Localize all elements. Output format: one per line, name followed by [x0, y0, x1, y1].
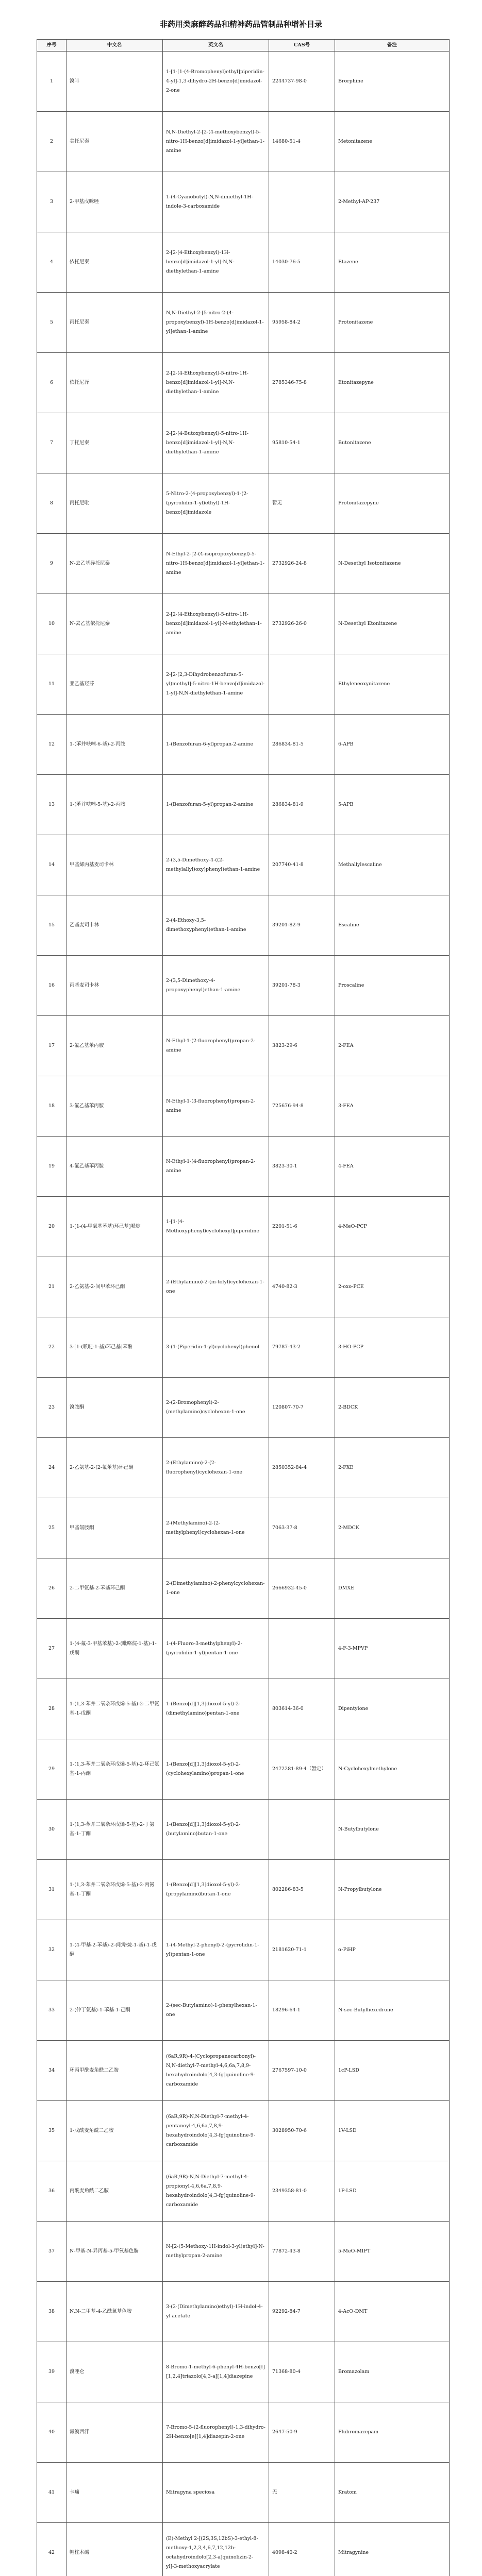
cell-cn: N-去乙基异托尼秦	[67, 534, 163, 594]
cell-en: 2-(Ethylamino)-2-(m-tolyl)cyclohexan-1-one	[163, 1257, 269, 1317]
cell-en: 7-Bromo-5-(2-fluorophenyl)-1,3-dihydro-2H-benzo[e][1,4]diazepin-2-one	[163, 2402, 269, 2463]
cell-cas: 2732926-26-0	[269, 594, 335, 654]
cell-no: 25	[37, 1498, 67, 1558]
table-row	[37, 775, 450, 835]
cell-cn: 2-甲基戊咪唑	[67, 172, 163, 232]
cell-cn: 丙基麦司卡林	[67, 956, 163, 1016]
cell-cn: 美托尼秦	[67, 112, 163, 172]
cell-cn: 乙基麦司卡林	[67, 895, 163, 956]
cell-cas: 207740-41-8	[269, 835, 335, 895]
table-row	[37, 1558, 450, 1619]
table-row	[37, 1920, 450, 1980]
cell-no: 23	[37, 1378, 67, 1438]
cell-no: 35	[37, 2101, 67, 2161]
cell-no: 37	[37, 2222, 67, 2282]
cell-cn: 溴胺酮	[67, 1378, 163, 1438]
table-row	[37, 654, 450, 715]
table-row	[37, 112, 450, 172]
cell-note: 4-MeO-PCP	[335, 1197, 450, 1257]
table-row	[37, 1076, 450, 1137]
table-row	[37, 2402, 450, 2463]
cell-cas: 725676-94-8	[269, 1076, 335, 1137]
cell-cn: 环丙甲酰麦角酰二乙胺	[67, 2041, 163, 2101]
table-row	[37, 835, 450, 895]
cell-no: 24	[37, 1438, 67, 1498]
cell-no: 28	[37, 1679, 67, 1739]
table-row	[37, 1438, 450, 1498]
cell-cas: 95958-84-2	[269, 293, 335, 353]
table-row	[37, 2222, 450, 2282]
table-row	[37, 2101, 450, 2161]
cell-cn: 亚乙基羟芬	[67, 654, 163, 715]
cell-no: 27	[37, 1619, 67, 1679]
cell-cas: 803614-36-0	[269, 1679, 335, 1739]
cell-en: (6aR,9R)-4-(Cyclopropanecarbonyl)-N,N-diethyl-7-methyl-4,6,6a,7,8,9-hexahydroindolo[4,3-fg]quinoline-9-carboxamide	[163, 2041, 269, 2101]
table-row	[37, 2041, 450, 2101]
cell-no: 40	[37, 2402, 67, 2463]
cell-note: 2-BDCK	[335, 1378, 450, 1438]
table-row	[37, 1257, 450, 1317]
cell-no: 19	[37, 1137, 67, 1197]
table-row	[37, 1016, 450, 1076]
table-body	[37, 52, 450, 2576]
cell-en: 1-(Benzo[d][1,3]dioxol-5-yl)-2-(butylamino)butan-1-one	[163, 1800, 269, 1860]
cell-cn: N-甲基-N-异丙基-5-甲氧基色胺	[67, 2222, 163, 2282]
cell-cn: 溴唑仑	[67, 2342, 163, 2402]
table-row	[37, 1317, 450, 1378]
cell-no: 26	[37, 1558, 67, 1619]
cell-no: 34	[37, 2041, 67, 2101]
cell-en: 3-(2-(Dimethylamino)ethyl)-1H-indol-4-yl acetate	[163, 2282, 269, 2342]
cell-cas: 2647-50-9	[269, 2402, 335, 2463]
cell-cn: N,N-二甲基-4-乙酰氧基色胺	[67, 2282, 163, 2342]
cell-note: N-Desethyl Isotonitazene	[335, 534, 450, 594]
cell-note: 2-FXE	[335, 1438, 450, 1498]
cell-note: Etazene	[335, 232, 450, 293]
cell-no: 33	[37, 1980, 67, 2041]
cell-no: 31	[37, 1860, 67, 1920]
cell-no: 21	[37, 1257, 67, 1317]
cell-cas: 2767597-10-0	[269, 2041, 335, 2101]
cell-note: 4-AcO-DMT	[335, 2282, 450, 2342]
cell-cas: 2850352-84-4	[269, 1438, 335, 1498]
cell-cas: 2349358-81-0	[269, 2161, 335, 2222]
cell-cas: 95810-54-1	[269, 413, 335, 473]
cell-note: Protonitazepyne	[335, 473, 450, 534]
cell-note: 6-APB	[335, 715, 450, 775]
cell-en: 2-(4-Ethoxy-3,5-dimethoxyphenyl)ethan-1-amine	[163, 895, 269, 956]
cell-en: N-Ethyl-1-(2-fluorophenyl)propan-2-amine	[163, 1016, 269, 1076]
cell-no: 29	[37, 1739, 67, 1800]
cell-en: N,N-Diethyl-2-[2-(4-methoxybenzyl)-5-nitro-1H-benzo[d]imidazol-1-yl]ethan-1-amine	[163, 112, 269, 172]
cell-cas: 2201-51-6	[269, 1197, 335, 1257]
cell-en: 1-(Benzo[d][1,3]dioxol-5-yl)-2-(propylamino)butan-1-one	[163, 1860, 269, 1920]
cell-note: 4-F-3-MPVP	[335, 1619, 450, 1679]
cell-cas: 286834-81-5	[269, 715, 335, 775]
cell-cas: 120807-70-7	[269, 1378, 335, 1438]
cell-no: 10	[37, 594, 67, 654]
cell-cn: 2-乙氨基-2-间甲苯环己酮	[67, 1257, 163, 1317]
document-title: 非药用类麻醉药品和精神药品管制品种增补目录	[159, 20, 322, 29]
cell-note: Metonitazene	[335, 112, 450, 172]
cell-cn: 1-(苯并呋喃-6-基)-2-丙胺	[67, 715, 163, 775]
table-row	[37, 1619, 450, 1679]
cell-no: 42	[37, 2523, 67, 2576]
cell-cas: 802286-83-5	[269, 1860, 335, 1920]
cell-note: N-Butylbutylone	[335, 1800, 450, 1860]
cell-cas: 286834-81-9	[269, 775, 335, 835]
cell-cas: 39201-78-3	[269, 956, 335, 1016]
cell-cn: 卡痛	[67, 2463, 163, 2523]
cell-en: 2-(Dimethylamino)-2-phenylcyclohexan-1-one	[163, 1558, 269, 1619]
cell-cas	[269, 1619, 335, 1679]
cell-en: 2-(Ethylamino)-2-(2-fluorophenyl)cyclohexan-1-one	[163, 1438, 269, 1498]
cell-en: 2-(3,5-Dimethoxy-4-propoxyphenyl)ethan-1-amine	[163, 956, 269, 1016]
cell-en: N-[2-(5-Methoxy-1H-indol-3-yl)ethyl]-N-methylpropan-2-amine	[163, 2222, 269, 2282]
cell-cn: 2-乙氨基-2-(2-氟苯基)环己酮	[67, 1438, 163, 1498]
cell-cn: 帽柱木碱	[67, 2523, 163, 2576]
cell-cas: 暂无	[269, 473, 335, 534]
table-row	[37, 1498, 450, 1558]
cell-cn: 甲基氯胺酮	[67, 1498, 163, 1558]
cell-en: Mitragyna speciosa	[163, 2463, 269, 2523]
cell-en: 3-(1-(Piperidin-1-yl)cyclohexyl)phenol	[163, 1317, 269, 1378]
cell-en: 1-[1-[1-(4-Bromophenyl)ethyl]piperidin-4-yl]-1,3-dihydro-2H-benzo[d]imidazol-2-one	[163, 52, 269, 112]
cell-en: (6aR,9R)-N,N-Diethyl-7-methyl-4-pentanoyl-4,6,6a,7,8,9-hexahydroindolo[4,3-fg]quinoline-9-carboxamide	[163, 2101, 269, 2161]
cell-no: 1	[37, 52, 67, 112]
cell-cas: 无	[269, 2463, 335, 2523]
cell-no: 14	[37, 835, 67, 895]
cell-cas: 79787-43-2	[269, 1317, 335, 1378]
cell-no: 12	[37, 715, 67, 775]
cell-cn: 丙托尼吡	[67, 473, 163, 534]
cell-en: 2-[2-(4-Butoxybenzyl)-5-nitro-1H-benzo[d]imidazol-1-yl]-N,N-diethylethan-1-amine	[163, 413, 269, 473]
table-header-row	[37, 40, 450, 52]
cell-cn: 丙酰麦角酰二乙胺	[67, 2161, 163, 2222]
cell-en: 2-(2-Bromophenyl)-2-(methylamino)cyclohexan-1-one	[163, 1378, 269, 1438]
table-row	[37, 353, 450, 413]
cell-no: 36	[37, 2161, 67, 2222]
cell-cn: 依托尼泽	[67, 353, 163, 413]
cell-en: N-Ethyl-2-[2-(4-isopropoxybenzyl)-5-nitro-1H-benzo[d]imidazol-1-yl]ethan-1-amine	[163, 534, 269, 594]
cell-en: 1-(4-Fluoro-3-methylphenyl)-2-(pyrrolidin-1-yl)pentan-1-one	[163, 1619, 269, 1679]
cell-cas: 18296-64-1	[269, 1980, 335, 2041]
cell-note: N-Cyclohexylmethylone	[335, 1739, 450, 1800]
table-row	[37, 172, 450, 232]
table-row	[37, 1860, 450, 1920]
cell-cn: 2-二甲氨基-2-苯基环己酮	[67, 1558, 163, 1619]
cell-note: Kratom	[335, 2463, 450, 2523]
table-row	[37, 413, 450, 473]
cell-cn: 1-(4-甲基-2-苯基)-2-(吡咯烷-1-基)-1-戊酮	[67, 1920, 163, 1980]
cell-note: Ethyleneoxynitazene	[335, 654, 450, 715]
table-row	[37, 2161, 450, 2222]
header-note: 备注	[335, 40, 450, 52]
table-row	[37, 1378, 450, 1438]
cell-en: 2-(sec-Butylamino)-1-phenylhexan-1-one	[163, 1980, 269, 2041]
cell-en: 1-[1-(4-Methoxyphenyl)cyclohexyl]piperidine	[163, 1197, 269, 1257]
cell-no: 20	[37, 1197, 67, 1257]
table-row	[37, 2463, 450, 2523]
cell-cas: 3028950-70-6	[269, 2101, 335, 2161]
cell-cas: 2732926-24-8	[269, 534, 335, 594]
cell-cn: 1-(1,3-苯并二氧杂环戊烯-5-基)-2-丁氨基-1-丁酮	[67, 1800, 163, 1860]
table-row	[37, 594, 450, 654]
cell-cn: 1-(1,3-苯并二氧杂环戊烯-5-基)-2-环己氨基-1-丙酮	[67, 1739, 163, 1800]
cell-no: 11	[37, 654, 67, 715]
header-cas: CAS号	[269, 40, 335, 52]
table-row	[37, 1197, 450, 1257]
table-row	[37, 2523, 450, 2576]
cell-en: 5-Nitro-2-(4-propoxybenzyl)-1-(2-(pyrrolidin-1-yl)ethyl)-1H-benzo[d]imidazole	[163, 473, 269, 534]
table-row	[37, 895, 450, 956]
cell-cas: 2666932-45-0	[269, 1558, 335, 1619]
cell-note: 2-oxo-PCE	[335, 1257, 450, 1317]
table-row	[37, 473, 450, 534]
cell-cn: 4-氟乙基苯丙胺	[67, 1137, 163, 1197]
header-cn: 中文名	[67, 40, 163, 52]
cell-cas: 2244737-98-0	[269, 52, 335, 112]
cell-no: 41	[37, 2463, 67, 2523]
cell-note: Protonitazene	[335, 293, 450, 353]
cell-cas: 14680-51-4	[269, 112, 335, 172]
cell-en: 8-Bromo-1-methyl-6-phenyl-4H-benzo[f][1,2,4]triazolo[4,3-a][1,4]diazepine	[163, 2342, 269, 2402]
cell-note: N-Desethyl Etonitazene	[335, 594, 450, 654]
cell-en: 2-(Methylamino)-2-(2-methylphenyl)cyclohexan-1-one	[163, 1498, 269, 1558]
table-row	[37, 232, 450, 293]
cell-note: 5-APB	[335, 775, 450, 835]
cell-note: Bromazolam	[335, 2342, 450, 2402]
cell-note: Brorphine	[335, 52, 450, 112]
cell-cn: 2-(仲丁氨基)-1-苯基-1-己酮	[67, 1980, 163, 2041]
cell-no: 32	[37, 1920, 67, 1980]
cell-cn: 依托尼秦	[67, 232, 163, 293]
cell-no: 2	[37, 112, 67, 172]
cell-no: 30	[37, 1800, 67, 1860]
substance-table	[37, 39, 450, 2576]
cell-en: 1-(Benzo[d][1,3]dioxol-5-yl)-2-(dimethylamino)pentan-1-one	[163, 1679, 269, 1739]
header-no: 序号	[37, 40, 67, 52]
cell-cas	[269, 654, 335, 715]
cell-note: α-PiHP	[335, 1920, 450, 1980]
cell-cn: 2-氟乙基苯丙胺	[67, 1016, 163, 1076]
cell-cn: 1-戊酰麦角酰二乙胺	[67, 2101, 163, 2161]
table-row	[37, 52, 450, 112]
cell-cas: 3823-29-6	[269, 1016, 335, 1076]
table-row	[37, 1739, 450, 1800]
cell-note: Escaline	[335, 895, 450, 956]
cell-cas: 14030-76-5	[269, 232, 335, 293]
cell-cas: 92292-84-7	[269, 2282, 335, 2342]
table-row	[37, 2282, 450, 2342]
cell-note: 2-MDCK	[335, 1498, 450, 1558]
cell-note: DMXE	[335, 1558, 450, 1619]
cell-cn: N-去乙基依托尼秦	[67, 594, 163, 654]
cell-cn: 1-(苯并呋喃-5-基)-2-丙胺	[67, 775, 163, 835]
cell-en: 1-(Benzo[d][1,3]dioxol-5-yl)-2-(cyclohexylamino)propan-1-one	[163, 1739, 269, 1800]
cell-no: 16	[37, 956, 67, 1016]
cell-no: 6	[37, 353, 67, 413]
cell-cas: 4098-40-2	[269, 2523, 335, 2576]
cell-cas: 4740-82-3	[269, 1257, 335, 1317]
table-row	[37, 715, 450, 775]
table-row	[37, 1137, 450, 1197]
cell-cas: 7063-37-8	[269, 1498, 335, 1558]
cell-en: 2-[2-(4-Ethoxybenzyl)-5-nitro-1H-benzo[d]imidazol-1-yl]-N-ethylethan-1-amine	[163, 594, 269, 654]
cell-en: 1-(4-Methyl-2-phenyl)-2-(pyrrolidin-1-yl)pentan-1-one	[163, 1920, 269, 1980]
cell-note: 1V-LSD	[335, 2101, 450, 2161]
cell-cn: 3-[1-(哌啶-1-基)环己基]苯酚	[67, 1317, 163, 1378]
cell-no: 18	[37, 1076, 67, 1137]
cell-cas	[269, 1800, 335, 1860]
cell-cas: 2181620-71-1	[269, 1920, 335, 1980]
cell-en: 2-(3,5-Dimethoxy-4-((2-methylallyl)oxy)phenyl)ethan-1-amine	[163, 835, 269, 895]
cell-en: 2-[2-(2,3-Dihydrobenzofuran-5-yl)methyl]-5-nitro-1H-benzo[d]imidazol-1-yl]-N,N-diethylethan-1-amine	[163, 654, 269, 715]
cell-cn: 1-[1-(4-甲氧基苯基)环己基]哌啶	[67, 1197, 163, 1257]
cell-cas: 3823-30-1	[269, 1137, 335, 1197]
cell-cas: 77872-43-8	[269, 2222, 335, 2282]
cell-en: N-Ethyl-1-(3-fluorophenyl)propan-2-amine	[163, 1076, 269, 1137]
cell-en: 2-[2-(4-Ethoxybenzyl)-5-nitro-1H-benzo[d]imidazol-1-yl]-N,N-diethylethan-1-amine	[163, 353, 269, 413]
cell-note: 2-Methyl-AP-237	[335, 172, 450, 232]
cell-en: (6aR,9R)-N,N-Diethyl-7-methyl-4-propionyl-4,6,6a,7,8,9-hexahydroindolo[4,3-fg]quinoline-9-carboxamide	[163, 2161, 269, 2222]
cell-note: 3-HO-PCP	[335, 1317, 450, 1378]
cell-en: 1-(Benzofuran-6-yl)propan-2-amine	[163, 715, 269, 775]
cell-no: 7	[37, 413, 67, 473]
cell-note: 1cP-LSD	[335, 2041, 450, 2101]
cell-note: Etonitazepyne	[335, 353, 450, 413]
cell-no: 22	[37, 1317, 67, 1378]
cell-cn: 1-(4-氟-3-甲基苯基)-2-(吡咯烷-1-基)-1-戊酮	[67, 1619, 163, 1679]
table-row	[37, 534, 450, 594]
table-row	[37, 1679, 450, 1739]
cell-cn: 1-(1,3-苯并二氧杂环戊烯-5-基)-2-二甲氨基-1-戊酮	[67, 1679, 163, 1739]
cell-en: 2-[2-(4-Ethoxybenzyl)-1H-benzo[d]imidazol-1-yl]-N,N-diethylethan-1-amine	[163, 232, 269, 293]
cell-no: 9	[37, 534, 67, 594]
cell-note: Butonitazene	[335, 413, 450, 473]
cell-no: 4	[37, 232, 67, 293]
cell-cn: 溴啡	[67, 52, 163, 112]
cell-note: 1P-LSD	[335, 2161, 450, 2222]
cell-cas: 71368-80-4	[269, 2342, 335, 2402]
table-row	[37, 293, 450, 353]
cell-no: 3	[37, 172, 67, 232]
cell-note: N-Propylbutylone	[335, 1860, 450, 1920]
cell-cas	[269, 172, 335, 232]
cell-note: Proscaline	[335, 956, 450, 1016]
table-row	[37, 956, 450, 1016]
cell-note: Methallylescaline	[335, 835, 450, 895]
table-row	[37, 1800, 450, 1860]
cell-en: (E)-Methyl 2-[(2S,3S,12bS)-3-ethyl-8-methoxy-1,2,3,4,6,7,12,12b-octahydroindolo[2,3-a]quinolizin-2-yl]-3-methoxyacrylate	[163, 2523, 269, 2576]
cell-en: N-Ethyl-1-(4-fluorophenyl)propan-2-amine	[163, 1137, 269, 1197]
cell-cn: 甲基烯丙基麦司卡林	[67, 835, 163, 895]
table-row	[37, 2342, 450, 2402]
cell-note: 3-FEA	[335, 1076, 450, 1137]
cell-note: 2-FEA	[335, 1016, 450, 1076]
table-row	[37, 1980, 450, 2041]
cell-note: 5-MeO-MIPT	[335, 2222, 450, 2282]
cell-note: 4-FEA	[335, 1137, 450, 1197]
cell-en: 1-(4-Cyanobutyl)-N,N-dimethyl-1H-indole-3-carboxamide	[163, 172, 269, 232]
cell-cn: 3-氟乙基苯丙胺	[67, 1076, 163, 1137]
cell-no: 8	[37, 473, 67, 534]
cell-no: 15	[37, 895, 67, 956]
cell-note: N-sec-Butylhexedrone	[335, 1980, 450, 2041]
cell-en: N,N-Diethyl-2-[5-nitro-2-(4-propoxybenzyl)-1H-benzo[d]imidazol-1-yl]ethan-1-amine	[163, 293, 269, 353]
cell-no: 17	[37, 1016, 67, 1076]
header-en: 英文名	[163, 40, 269, 52]
cell-no: 5	[37, 293, 67, 353]
cell-cas: 2785346-75-8	[269, 353, 335, 413]
cell-cn: 丁托尼秦	[67, 413, 163, 473]
cell-cas: 39201-82-9	[269, 895, 335, 956]
cell-note: Dipentylone	[335, 1679, 450, 1739]
cell-cn: 1-(1,3-苯并二氧杂环戊烯-5-基)-2-丙氨基-1-丁酮	[67, 1860, 163, 1920]
cell-en: 1-(Benzofuran-5-yl)propan-2-amine	[163, 775, 269, 835]
cell-note: Mitragynine	[335, 2523, 450, 2576]
cell-no: 39	[37, 2342, 67, 2402]
cell-note: Flubromazepam	[335, 2402, 450, 2463]
cell-cas: 2472281-89-4（暂定）	[269, 1739, 335, 1800]
cell-no: 38	[37, 2282, 67, 2342]
cell-cn: 氟溴西泮	[67, 2402, 163, 2463]
cell-cn: 丙托尼秦	[67, 293, 163, 353]
cell-no: 13	[37, 775, 67, 835]
